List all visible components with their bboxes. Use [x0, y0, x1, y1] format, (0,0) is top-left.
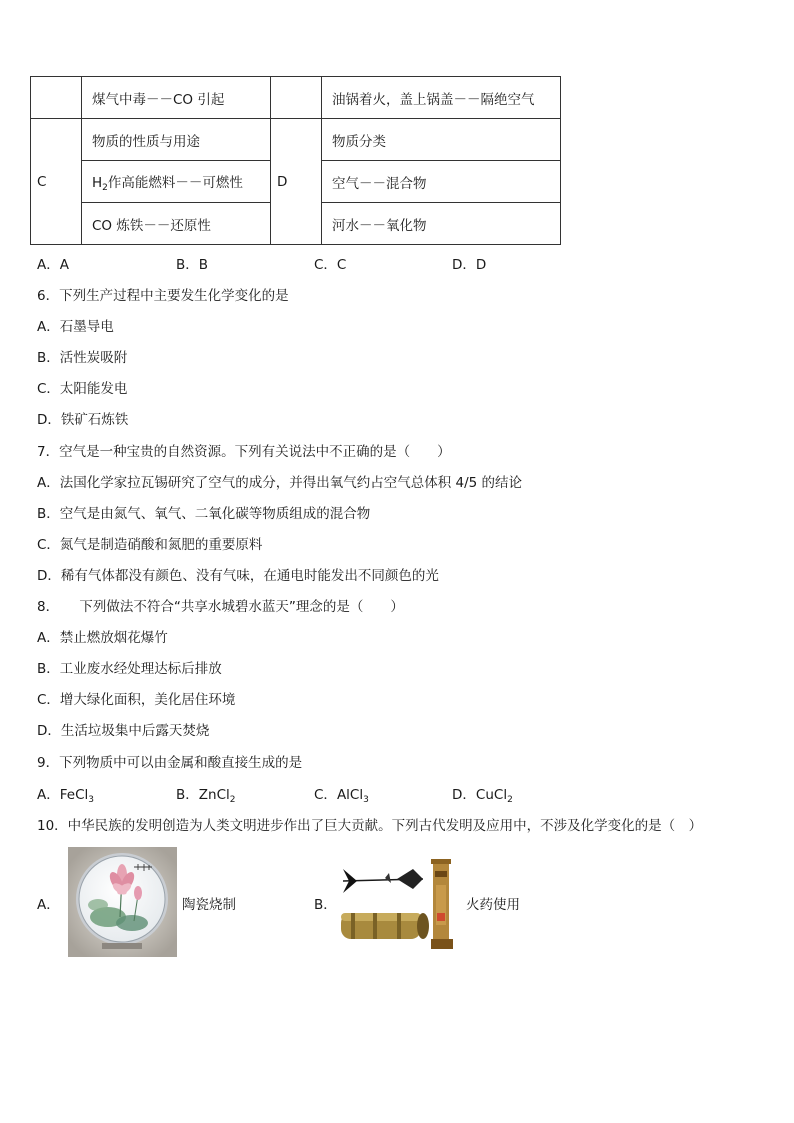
- q8-option-a: A．禁止燃放烟花爆竹: [37, 630, 168, 646]
- q9-option-c-formula: AlCl: [336, 787, 364, 803]
- q5-row1-right: 油锅着火，盖上锅盖－－隔绝空气: [322, 77, 561, 119]
- q5-c-item-2-rest: 作高能燃料－－可燃性: [107, 174, 243, 191]
- q5-c-item-3: CO 炼铁－－还原性: [82, 203, 271, 245]
- fire-arrow-icon: [343, 869, 423, 893]
- q5-c-item-2-h: H: [92, 174, 103, 191]
- q5-cell-empty-right: [271, 77, 322, 119]
- q8-option-c: C．增大绿化面积，美化居住环境: [37, 692, 236, 708]
- q5-label-c: C: [31, 119, 82, 245]
- q9-option-b-label: B．: [176, 787, 199, 803]
- q7-stem: 7．空气是一种宝贵的自然资源。下列有关说法中不正确的是（ ）: [37, 444, 451, 460]
- q5-option-c: C．C: [314, 257, 347, 273]
- q5-option-d: D．D: [452, 257, 487, 273]
- q10-option-a-text: 陶瓷烧制: [182, 897, 236, 913]
- q7-option-c: C．氮气是制造硝酸和氮肥的重要原料: [37, 537, 263, 553]
- q9-stem: 9．下列物质中可以由金属和酸直接生成的是: [37, 755, 303, 771]
- q10-stem: 10．中华民族的发明创造为人类文明进步作出了巨大贡献。下列古代发明及应用中，不涉及化学变化的是（ ）: [37, 818, 703, 834]
- q7-option-b: B．空气是由氮气、氧气、二氧化碳等物质组成的混合物: [37, 506, 371, 522]
- q5-c-item-2-sub: 2: [102, 182, 108, 193]
- q6-option-c: C．太阳能发电: [37, 381, 128, 397]
- q5-option-a: A．A: [37, 257, 69, 273]
- q8-stem: 8． 下列做法不符合“共享水城碧水蓝天”理念的是（ ）: [37, 599, 404, 615]
- q9-option-a-label: A．: [37, 787, 60, 803]
- q6-option-a: A．石墨导电: [37, 319, 114, 335]
- q5-cell-empty-left: [31, 77, 82, 119]
- q10-option-b-label: B．: [314, 897, 337, 913]
- gunpowder-artifacts-image: [337, 855, 462, 955]
- q9-option-b-sub: 2: [229, 795, 236, 805]
- q5-c-item-1: 物质的性质与用途: [82, 119, 271, 161]
- q9-option-a: [37, 783, 94, 805]
- q7-option-d: D．稀有气体都没有颜色、没有气味，在通电时能发出不同颜色的光: [37, 568, 439, 584]
- q9-option-c: [314, 783, 369, 805]
- q5-row1-left: 煤气中毒－－CO 引起: [82, 77, 271, 119]
- q9-option-c-label: C．: [314, 787, 337, 803]
- q8-option-d: D．生活垃圾集中后露天焚烧: [37, 723, 210, 739]
- q5-table: [30, 76, 561, 245]
- q5-d-item-2: 空气－－混合物: [322, 161, 561, 203]
- q9-option-d-sub: 2: [507, 795, 513, 805]
- q9-option-c-sub: 3: [363, 795, 369, 805]
- q6-option-d: D．铁矿石炼铁: [37, 412, 129, 428]
- q9-option-a-formula: FeCl: [59, 787, 89, 803]
- q10-option-b-text: 火药使用: [466, 897, 520, 913]
- q6-stem: 6．下列生产过程中主要发生化学变化的是: [37, 288, 289, 304]
- q9-option-a-sub: 3: [88, 795, 94, 805]
- q5-label-d: D: [271, 119, 322, 245]
- q5-option-b: B．B: [176, 257, 209, 273]
- q5-d-item-3: 河水－－氧化物: [322, 203, 561, 245]
- q9-option-b-formula: ZnCl: [198, 787, 230, 803]
- q9-option-d: [452, 783, 513, 805]
- q5-c-item-2: [82, 161, 271, 203]
- porcelain-plate-image: [68, 847, 177, 957]
- q9-option-d-label: D．: [452, 787, 476, 803]
- q5-d-item-1: 物质分类: [322, 119, 561, 161]
- q6-option-b: B．活性炭吸附: [37, 350, 128, 366]
- q9-option-b: [176, 783, 235, 805]
- q10-option-a-label: A．: [37, 897, 60, 913]
- q9-option-d-formula: CuCl: [475, 787, 508, 803]
- q7-option-a: A．法国化学家拉瓦锡研究了空气的成分，并得出氧气约占空气总体积 4/5 的结论: [37, 475, 523, 491]
- q8-option-b: B．工业废水经处理达标后排放: [37, 661, 222, 677]
